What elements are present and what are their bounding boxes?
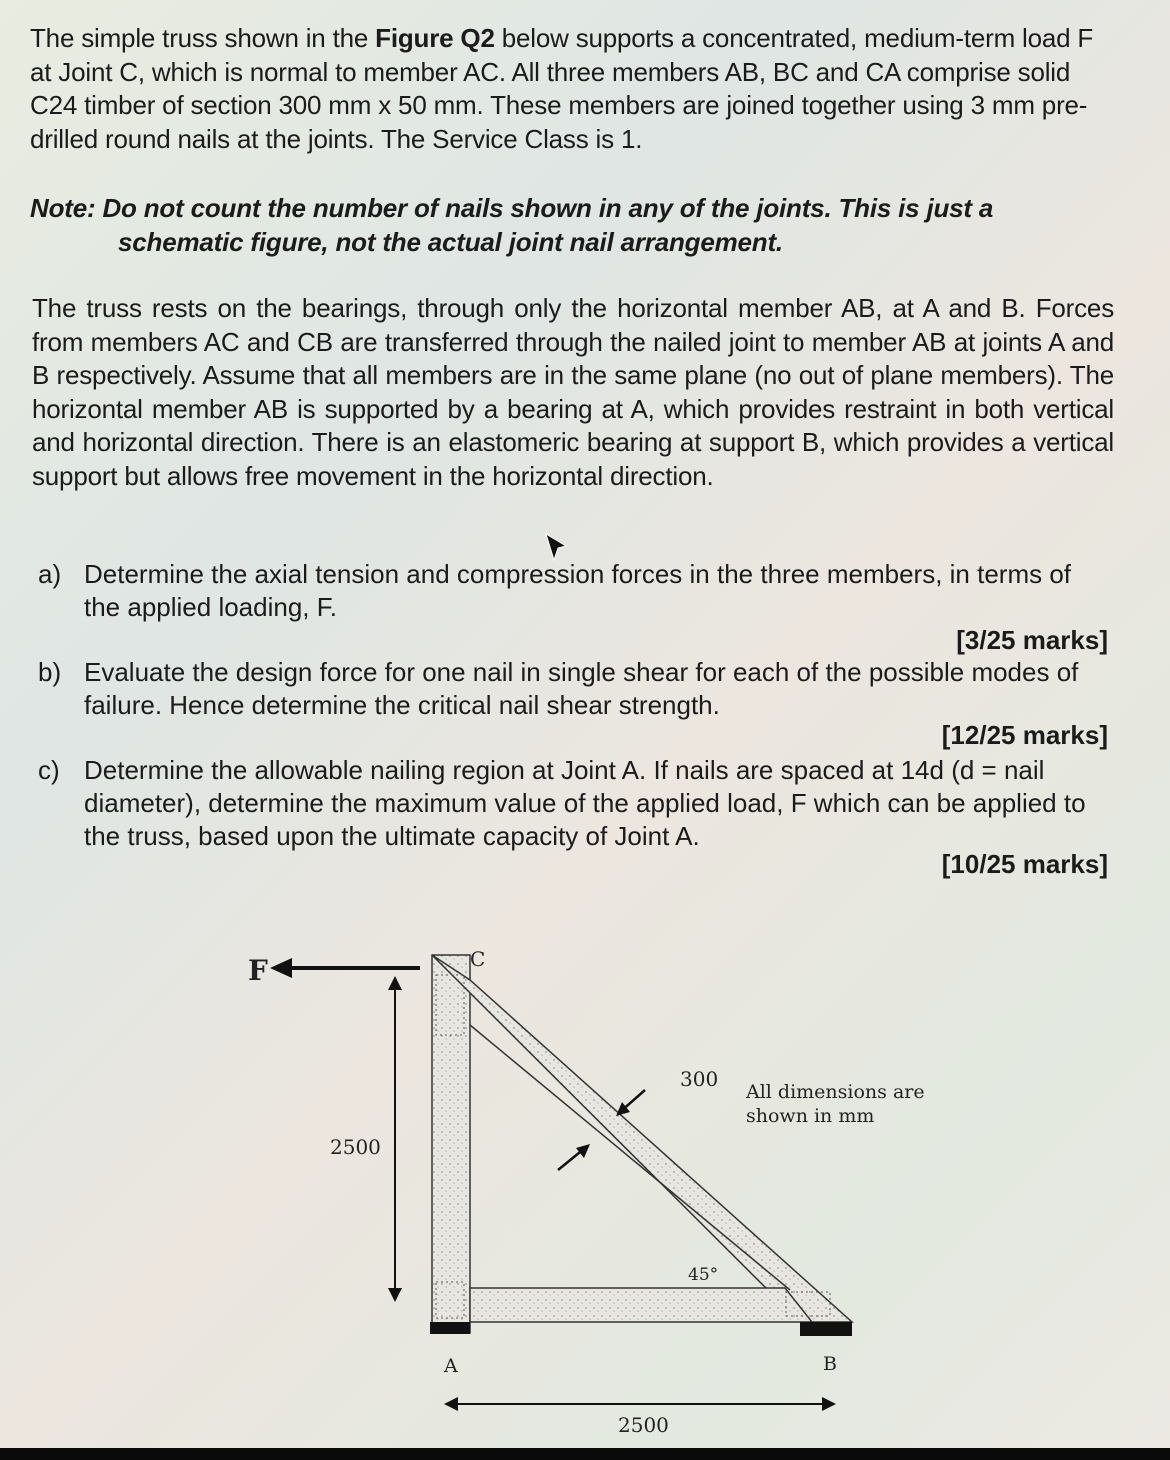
question-text: Determine the axial tension and compression forces in the three members, in terms of the applied loading, F.	[84, 559, 1072, 622]
marks-a: [3/25 marks]	[956, 625, 1108, 655]
load-arrow-head	[270, 958, 292, 978]
height-arrow-bottom	[388, 1288, 402, 1302]
question-label: b)	[38, 657, 62, 687]
load-label: F	[248, 954, 268, 987]
marks-c: [10/25 marks]	[941, 849, 1108, 879]
intro-paragraph: The simple truss shown in the Figure Q2 below supports a concentrated, medium-term load F at Joint C, which is normal to member AC. All three members AB, BC and CA comprise solid C24 timber of section 300 mm x 50 mm. These members are joined together using 3 mm pre-drilled round nails at the joints. The Service Class is 1.	[30, 23, 1094, 154]
bottom-edge	[0, 1448, 1170, 1460]
width-arrow-left	[444, 1397, 458, 1411]
section-dimension-label: 300	[680, 1067, 719, 1091]
question-label: c)	[38, 755, 60, 785]
joint-c-label: C	[470, 947, 486, 971]
member-cb-edge	[470, 1025, 790, 1290]
truss-figure	[0, 930, 1170, 1448]
units-note-line1: All dimensions are	[746, 1081, 925, 1103]
question-text: Evaluate the design force for one nail in single shear for each of the possible modes of failure. Hence determine the critical nail shear strength.	[84, 657, 1079, 720]
height-dimension-label: 2500	[330, 1135, 381, 1159]
section-arrow-bottom-head	[576, 1144, 590, 1158]
figure-reference: Figure Q2	[375, 23, 495, 53]
units-note-line2: shown in mm	[746, 1105, 875, 1127]
bearing-a	[430, 1322, 470, 1334]
member-cb	[432, 955, 852, 1322]
angle-label: 45°	[688, 1265, 719, 1285]
bearing-b	[800, 1322, 852, 1336]
note-paragraph: Note: Do not count the number of nails shown in any of the joints. This is just a schematic figure, not the actual joint nail arrangement.	[30, 193, 994, 257]
mouse-pointer-icon	[540, 530, 570, 570]
support-paragraph: The truss rests on the bearings, through only the horizontal member AB, at A and B. Forces from members AC and CB are transferred through the nailed joint to member AB at joints A and B respectively. Assume that all members are in the same plane (no out of plane members). The horizontal member AB is supported by a bearing at A, which provides restraint in both vertical and horizontal direction. There is an elastomeric bearing at support B, which provides a vertical support but allows free movement in the horizontal direction.	[32, 293, 1114, 491]
height-arrow-top	[388, 976, 402, 990]
member-ac	[432, 955, 470, 1333]
member-ab	[470, 1288, 812, 1322]
marks-b: [12/25 marks]	[941, 720, 1108, 750]
width-arrow-right	[822, 1397, 836, 1411]
question-text: Determine the allowable nailing region at Joint A. If nails are spaced at 14d (d = nail diameter), determine the maximum value of the applied load, F which can be applied to the truss, based upon the ultimate capacity of Joint A.	[84, 755, 1086, 851]
joint-a-label: A	[444, 1355, 458, 1377]
width-dimension-label: 2500	[618, 1413, 669, 1437]
joint-b-label: B	[823, 1353, 837, 1375]
question-label: a)	[38, 559, 62, 589]
